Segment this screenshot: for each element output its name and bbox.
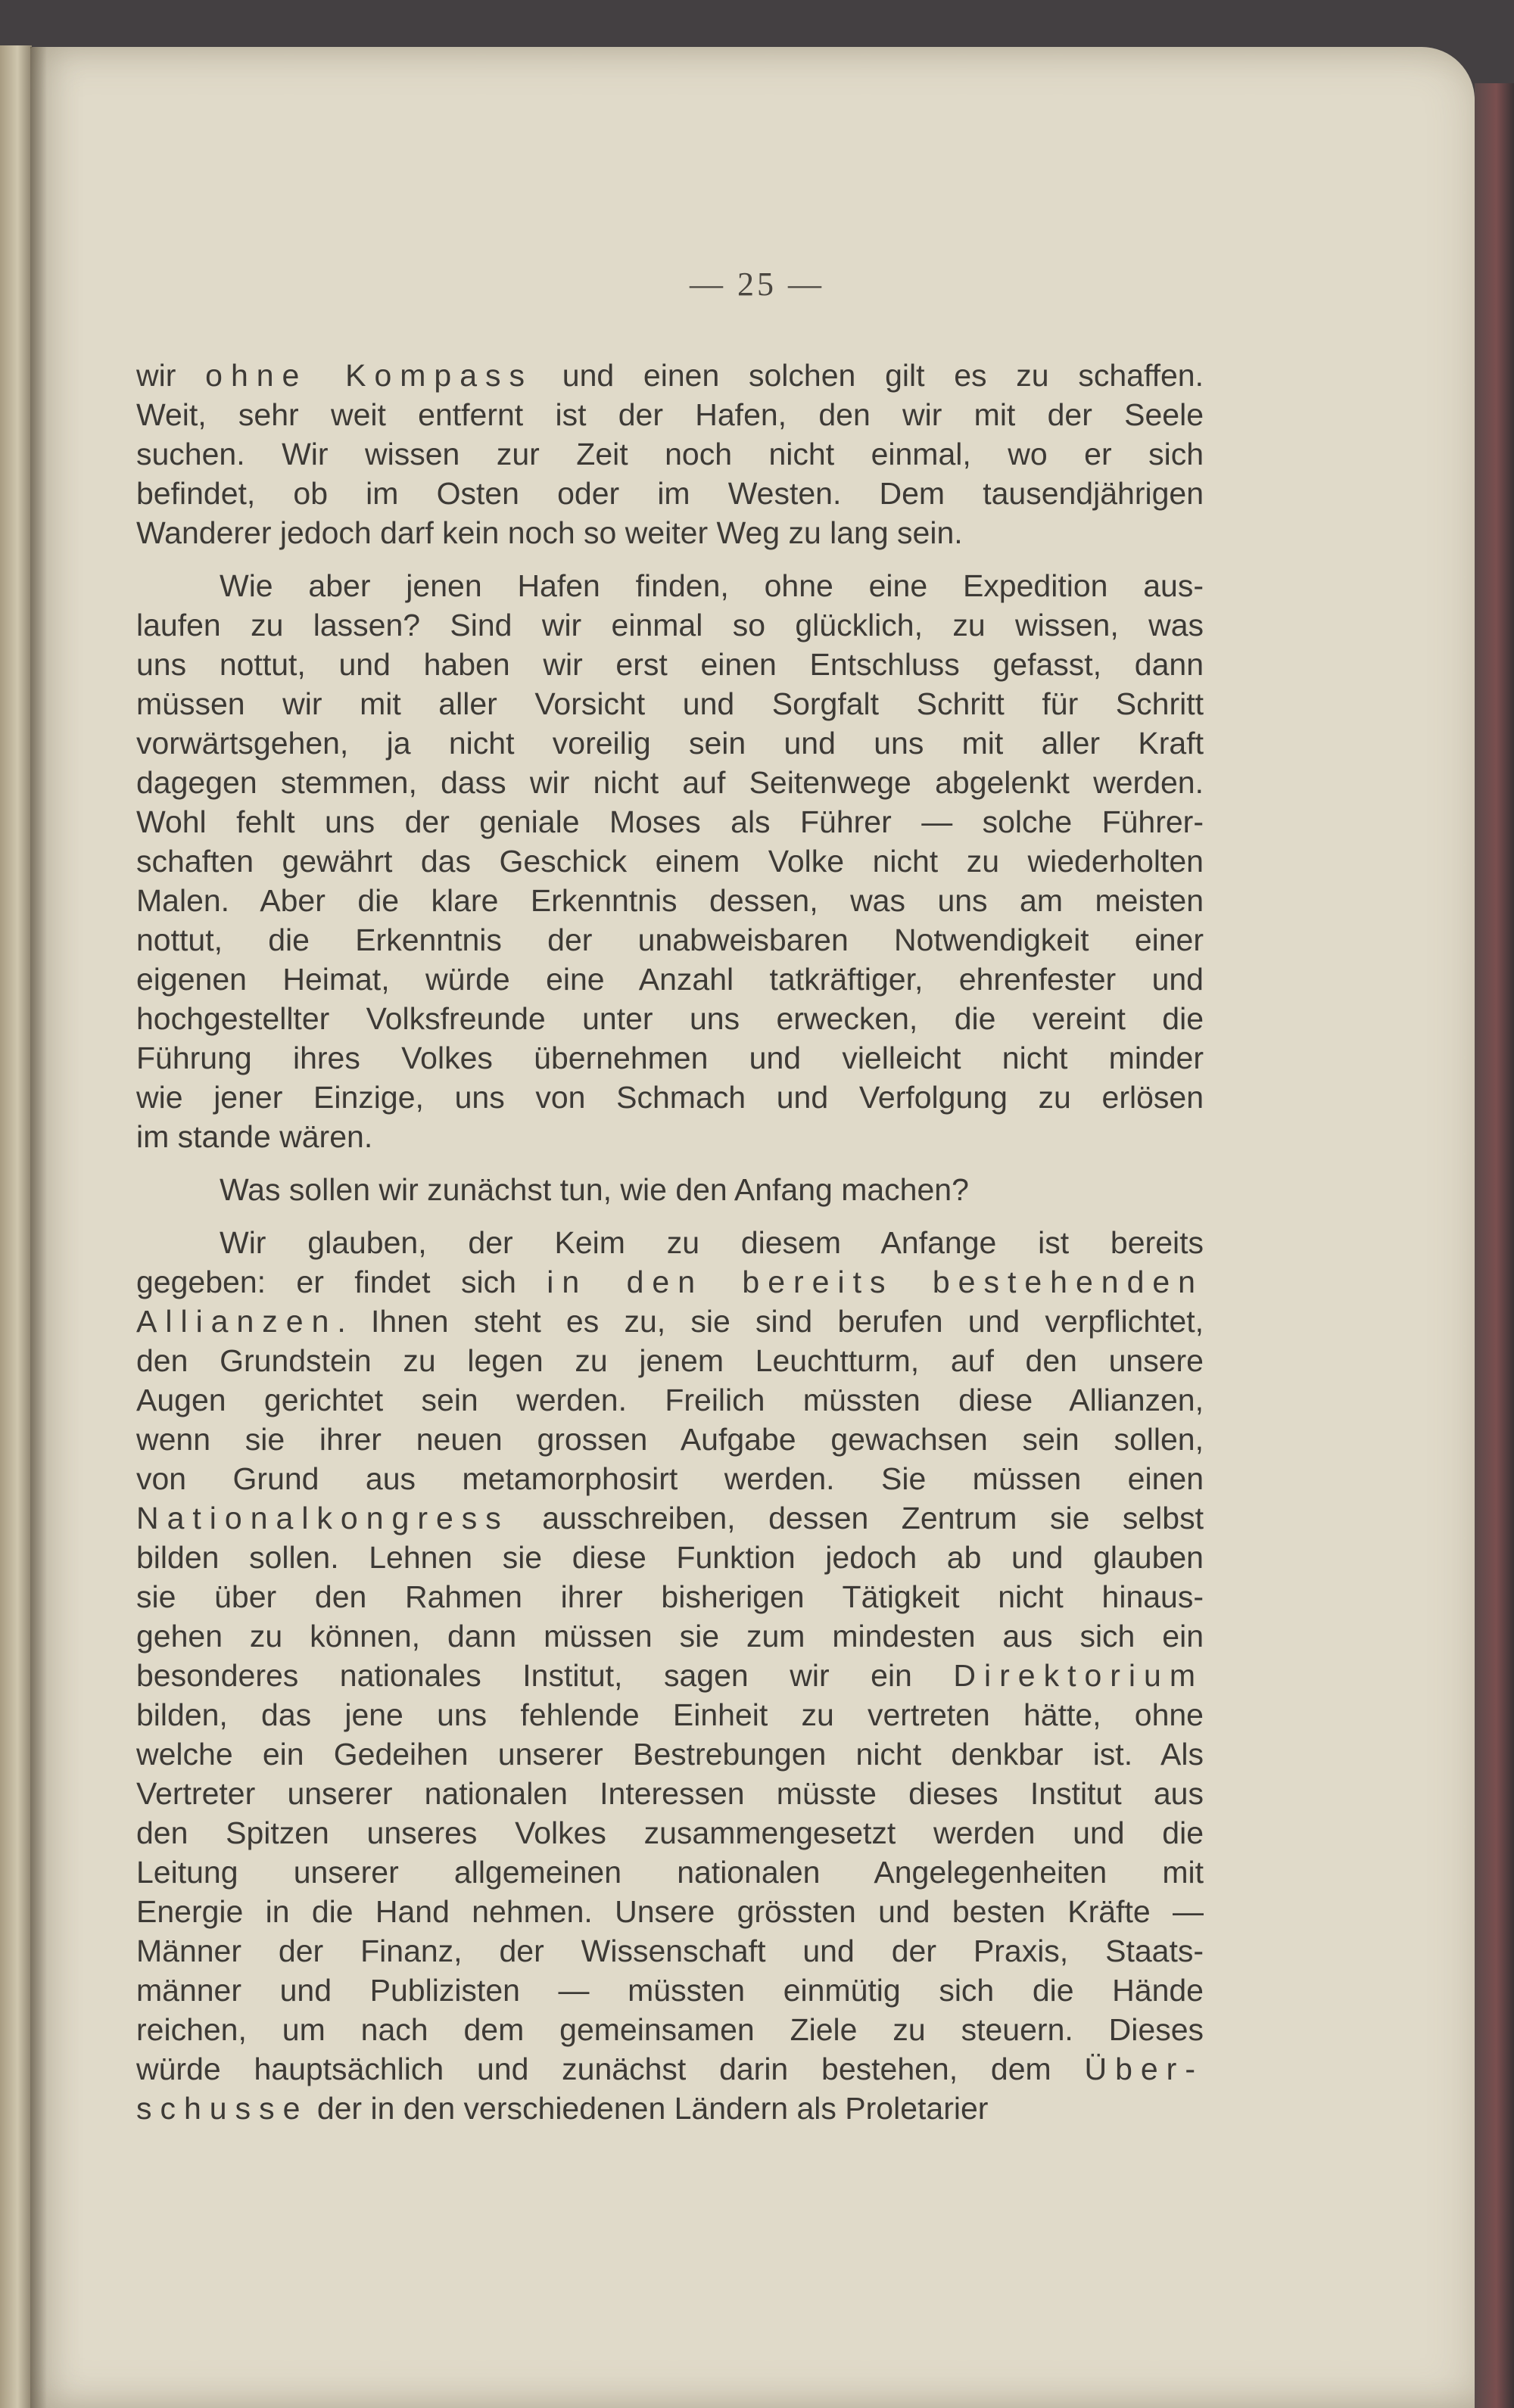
- text-line: [136, 1262, 1204, 1302]
- text-line: [136, 842, 1204, 881]
- text-run: Wie aber jenen Hafen finden, ohne eine Expedition aus-: [220, 568, 1204, 603]
- text-line: [136, 960, 1204, 999]
- text-line: [136, 920, 1204, 960]
- text-run: . Ihnen steht es zu, sie sind berufen und verpflichtet,: [337, 1304, 1204, 1339]
- text-line: [136, 1853, 1204, 1892]
- spaced-emphasis: schusse: [136, 2091, 309, 2126]
- text-run: den Spitzen unseres Volkes zusammengesetzt werden und die: [136, 1815, 1204, 1850]
- text-line: [136, 1971, 1204, 2010]
- text-line: [136, 1616, 1204, 1656]
- text-line: [136, 1117, 1204, 1156]
- text-line: [136, 1734, 1204, 1774]
- text-line: [136, 474, 1204, 513]
- text-run: Wanderer jedoch darf kein noch so weiter Weg zu lang sein.: [136, 515, 963, 550]
- left-page-edge: [0, 45, 32, 2408]
- text-line: [136, 1498, 1204, 1538]
- text-run: im stande wären.: [136, 1119, 373, 1154]
- text-line: [136, 1038, 1204, 1078]
- text-run: suchen. Wir wissen zur Zeit noch nicht einmal, wo er sich: [136, 437, 1204, 471]
- text-run: besonderes nationales Institut, sagen wir ein: [136, 1658, 954, 1693]
- text-line: [136, 645, 1204, 684]
- text-run: uns nottut, und haben wir erst einen Entschluss gefasst, dann: [136, 647, 1204, 682]
- body-text: [136, 356, 1204, 2128]
- text-line: [136, 2049, 1204, 2089]
- text-run: Leitung unserer allgemeinen nationalen Angelegenheiten mit: [136, 1855, 1204, 1890]
- text-line: [136, 802, 1204, 842]
- spaced-emphasis: ohne Kompass: [205, 358, 534, 393]
- text-line: [136, 1341, 1204, 1380]
- text-line: [136, 2089, 1204, 2128]
- page-number: — 25 —: [690, 266, 824, 303]
- paragraph: [136, 1170, 1204, 1209]
- text-line: [136, 684, 1204, 723]
- text-run: Männer der Finanz, der Wissenschaft und der Praxis, Staats-: [136, 1934, 1204, 1968]
- text-run: dagegen stemmen, dass wir nicht auf Seitenwege abgelenkt werden.: [136, 765, 1204, 800]
- text-run: hochgestellter Volksfreunde unter uns erwecken, die vereint die: [136, 1001, 1204, 1036]
- paragraph: [136, 356, 1204, 552]
- cover-edge: [1475, 83, 1514, 2408]
- paragraph-gap: [136, 1156, 1204, 1170]
- text-run: bilden sollen. Lehnen sie diese Funktion jedoch ab und glauben: [136, 1540, 1204, 1575]
- text-run: und einen solchen gilt es zu schaffen.: [533, 358, 1204, 393]
- text-line: [136, 1170, 1204, 1209]
- text-run: den Grundstein zu legen zu jenem Leuchtturm, auf den unsere: [136, 1343, 1204, 1378]
- text-run: Was sollen wir zunächst tun, wie den Anfang machen?: [220, 1172, 969, 1207]
- text-run: Vertreter unserer nationalen Interessen müsste dieses Institut aus: [136, 1776, 1204, 1811]
- text-line: [136, 1892, 1204, 1931]
- text-run: befindet, ob im Osten oder im Westen. Dem tausendjährigen: [136, 476, 1204, 511]
- text-line: [136, 1302, 1204, 1341]
- text-run: wie jener Einzige, uns von Schmach und Verfolgung zu erlösen: [136, 1080, 1204, 1115]
- text-run: eigenen Heimat, würde eine Anzahl tatkräftiger, ehrenfester und: [136, 962, 1204, 997]
- text-run: gehen zu können, dann müssen sie zum mindesten aus sich ein: [136, 1619, 1204, 1654]
- spine-shadow: [30, 47, 47, 2408]
- text-run: bilden, das jene uns fehlende Einheit zu vertreten hätte, ohne: [136, 1697, 1204, 1732]
- text-line: [136, 513, 1204, 552]
- paragraph: [136, 566, 1204, 1156]
- text-run: Augen gerichtet sein werden. Freilich müssten diese Allianzen,: [136, 1383, 1204, 1417]
- text-run: wir: [136, 358, 206, 393]
- text-line: [136, 605, 1204, 645]
- text-line: [136, 1538, 1204, 1577]
- text-run: ausschreiben, dessen Zentrum sie selbst: [509, 1501, 1204, 1535]
- paragraph-gap: [136, 1209, 1204, 1223]
- text-run: wenn sie ihrer neuen grossen Aufgabe gewachsen sein sollen,: [136, 1422, 1204, 1457]
- text-run: der in den verschiedenen Ländern als Proletarier: [308, 2091, 989, 2126]
- text-line: [136, 1656, 1204, 1695]
- text-run: vorwärtsgehen, ja nicht voreilig sein und uns mit aller Kraft: [136, 726, 1204, 761]
- text-run: Malen. Aber die klare Erkenntnis dessen, was uns am meisten: [136, 883, 1204, 918]
- spaced-emphasis: Allianzen: [136, 1304, 338, 1339]
- text-run: gegeben: er findet sich: [136, 1265, 547, 1299]
- text-line: [136, 2010, 1204, 2049]
- spaced-emphasis: Nationalkongress: [136, 1501, 509, 1535]
- text-run: von Grund aus metamorphosirt werden. Sie müssen einen: [136, 1461, 1204, 1496]
- text-run: Führung ihres Volkes übernehmen und vielleicht nicht minder: [136, 1041, 1204, 1075]
- text-run: würde hauptsächlich und zunächst darin bestehen, dem: [136, 2052, 1085, 2086]
- paragraph-gap: [136, 552, 1204, 566]
- text-line: [136, 881, 1204, 920]
- text-line: [136, 1380, 1204, 1420]
- spaced-emphasis: in den bereits bestehenden: [547, 1265, 1204, 1299]
- text-run: männer und Publizisten — müssten einmütig sich die Hände: [136, 1973, 1204, 2008]
- text-line: [136, 356, 1204, 395]
- text-line: [136, 723, 1204, 763]
- text-run: welche ein Gedeihen unserer Bestrebungen nicht denkbar ist. Als: [136, 1737, 1204, 1772]
- spaced-emphasis: Über-: [1084, 2052, 1204, 2086]
- paragraph: [136, 1223, 1204, 2128]
- text-line: [136, 999, 1204, 1038]
- text-line: [136, 566, 1204, 605]
- text-run: laufen zu lassen? Sind wir einmal so glücklich, zu wissen, was: [136, 608, 1204, 642]
- text-line: [136, 1695, 1204, 1734]
- text-line: [136, 1420, 1204, 1459]
- text-run: reichen, um nach dem gemeinsamen Ziele zu steuern. Dieses: [136, 2012, 1204, 2047]
- text-line: [136, 1459, 1204, 1498]
- text-run: Wohl fehlt uns der geniale Moses als Führer — solche Führer-: [136, 804, 1204, 839]
- text-line: [136, 434, 1204, 474]
- text-run: schaften gewährt das Geschick einem Volke nicht zu wiederholten: [136, 844, 1204, 879]
- text-line: [136, 1078, 1204, 1117]
- text-run: Energie in die Hand nehmen. Unsere grössten und besten Kräfte —: [136, 1894, 1204, 1929]
- text-run: nottut, die Erkenntnis der unabweisbaren Notwendigkeit einer: [136, 922, 1204, 957]
- text-run: sie über den Rahmen ihrer bisherigen Tätigkeit nicht hinaus-: [136, 1579, 1204, 1614]
- spaced-emphasis: Direktorium: [953, 1658, 1204, 1693]
- text-line: [136, 395, 1204, 434]
- text-run: Weit, sehr weit entfernt ist der Hafen, den wir mit der Seele: [136, 397, 1204, 432]
- text-line: [136, 1223, 1204, 1262]
- text-line: [136, 1577, 1204, 1616]
- text-run: Wir glauben, der Keim zu diesem Anfange ist bereits: [220, 1225, 1204, 1260]
- text-run: müssen wir mit aller Vorsicht und Sorgfalt Schritt für Schritt: [136, 686, 1204, 721]
- text-line: [136, 1931, 1204, 1971]
- text-line: [136, 1774, 1204, 1813]
- text-line: [136, 1813, 1204, 1853]
- text-line: [136, 763, 1204, 802]
